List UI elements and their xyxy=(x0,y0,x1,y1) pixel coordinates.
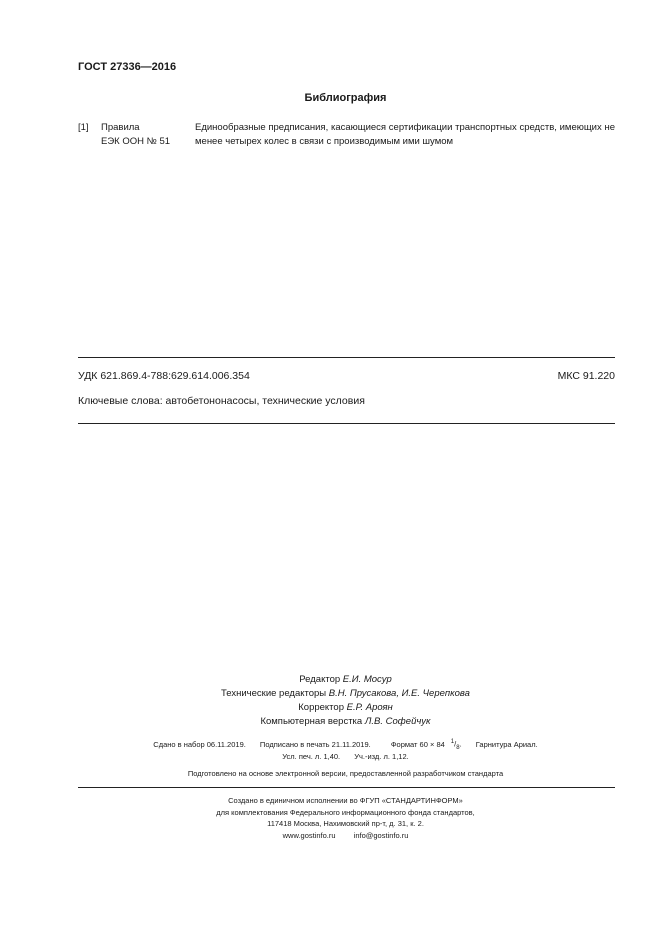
credit-editor xyxy=(30,673,661,687)
bibliography-title: Библиография xyxy=(304,92,387,104)
credit-layout xyxy=(30,715,661,729)
credit-corrector-label: Корректор xyxy=(298,702,344,713)
footer-website: www.gostinfo.ru xyxy=(282,830,336,840)
bibliography-entry-source xyxy=(101,121,191,149)
bibliography-source-line2: ЕЭК ООН № 51 xyxy=(101,136,171,147)
publication-row-1 xyxy=(0,739,661,751)
publication-row-2 xyxy=(0,752,661,761)
pub-signed: Подписано в печать 21.11.2019. xyxy=(259,739,371,749)
footer-contacts xyxy=(30,830,661,842)
keywords: Ключевые слова: автобетононасосы, технические условия xyxy=(78,395,365,407)
footer-line1: Создано в единичном исполнении во ФГУП «СТАНДАРТИНФОРМ» xyxy=(228,796,463,805)
credit-editor-label: Редактор xyxy=(299,674,341,685)
udk-code: УДК 621.869.4-788:629.614.006.354 xyxy=(78,370,250,382)
credit-corrector xyxy=(30,701,661,715)
footer-divider xyxy=(78,787,615,788)
bottom-divider xyxy=(78,423,615,424)
footer-block xyxy=(0,795,661,841)
pub-font: Гарнитура Ариал. xyxy=(475,739,538,749)
credit-layout-name: Л.В. Софейчук xyxy=(364,716,431,727)
mks-code: МКС 91.220 xyxy=(557,370,615,382)
credit-corrector-name: Е.Р. Ароян xyxy=(346,702,393,713)
pub-format-den: 8 xyxy=(456,745,460,751)
bibliography-source-line1: Правила xyxy=(101,122,140,133)
credit-tech-names: В.Н. Прусакова, И.Е. Черепкова xyxy=(328,688,470,699)
pub-format-prefix: Формат 60 × 84 xyxy=(390,739,445,749)
footer-email: info@gostinfo.ru xyxy=(353,830,409,840)
credit-layout-label: Компьютерная верстка xyxy=(260,716,363,727)
footer-line2: для комплектования Федерального информационного фонда стандартов, xyxy=(216,807,475,817)
pub-format-num: 1 xyxy=(450,739,455,745)
credit-tech-editors xyxy=(30,687,661,701)
document-id-header: ГОСТ 27336—2016 xyxy=(78,61,177,73)
bibliography-entry-number: [1] xyxy=(78,122,89,133)
credit-tech-label: Технические редакторы xyxy=(221,688,327,699)
pub-edition-sheets: Уч.-изд. л. 1,12. xyxy=(354,752,409,761)
pub-submitted: Сдано в набор 06.11.2019. xyxy=(153,739,246,749)
pub-sheets: Усл. печ. л. 1,40. xyxy=(282,752,341,761)
footer-line3: 117418 Москва, Нахимовский пр-т, д. 31, к. 2. xyxy=(267,819,424,828)
credit-editor-name: Е.И. Мосур xyxy=(342,674,392,685)
credits-block xyxy=(0,673,661,729)
publication-prepared: Подготовлено на основе электронной версии, предоставленной разработчиком стандарта xyxy=(187,769,504,778)
bibliography-entry-text: Единообразные предписания, касающиеся сертификации транспортных средств, имеющих не менее четырех колес в связи с производимым ими шумом xyxy=(195,122,615,147)
top-divider xyxy=(78,357,615,358)
pub-format: Формат 60 × 84 $^1/_8$. xyxy=(390,739,462,751)
